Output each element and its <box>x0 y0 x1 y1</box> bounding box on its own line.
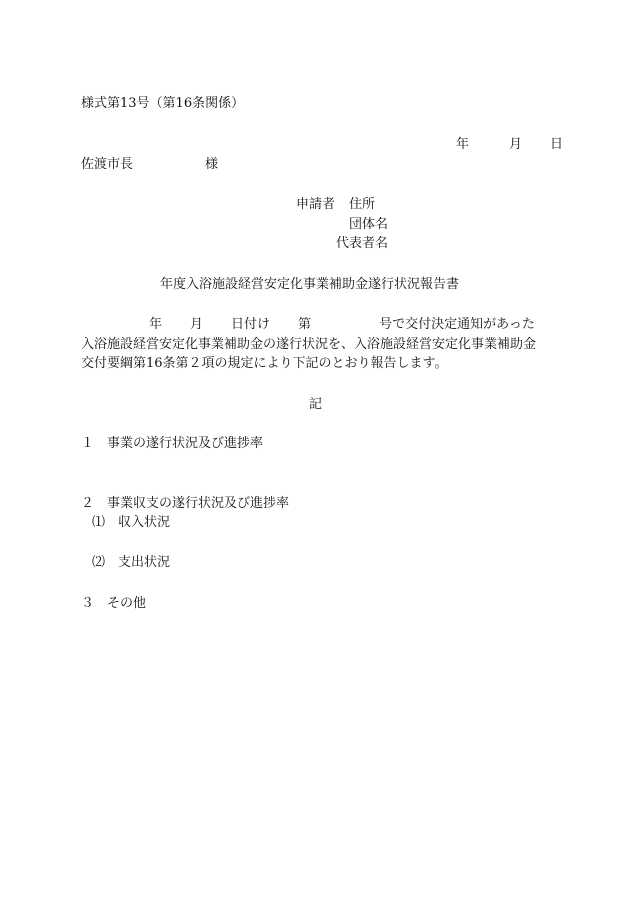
item-number: ３ <box>81 596 95 611</box>
date-year: 年 <box>456 137 470 152</box>
body-line1-rest: 号で交付決定通知があった <box>379 317 535 332</box>
addressee-name: 佐渡市長 <box>81 157 134 172</box>
addressee <box>81 158 218 171</box>
date-day: 日 <box>550 137 564 152</box>
item-text: 事業の遂行状況及び進捗率 <box>107 436 264 451</box>
document-title: 年度入浴施設経営安定化事業補助金遂行状況報告書 <box>160 277 460 292</box>
addressee-suffix: 様 <box>205 157 219 172</box>
body-line-2: 入浴施設経営安定化事業補助金の遂行状況を、入浴施設経営安定化事業補助金 <box>81 337 537 352</box>
ki-heading: 記 <box>309 397 323 412</box>
subitem-number: ⑴ <box>92 515 106 530</box>
subitem-number: ⑵ <box>92 555 106 570</box>
list-item <box>81 437 263 450</box>
body-dated: 日付け <box>231 317 271 332</box>
date-line <box>456 138 563 151</box>
applicant-organization-label: 団体名 <box>349 217 389 232</box>
applicant-address-label: 住所 <box>349 197 376 212</box>
body-line-1 <box>149 318 535 331</box>
body-month: 月 <box>190 317 204 332</box>
item-number: １ <box>81 436 95 451</box>
item-number: ２ <box>81 496 95 511</box>
body-line-3: 交付要綱第16条第２項の規定により下記のとおり報告します。 <box>81 356 448 371</box>
sub-list-item <box>92 516 170 529</box>
date-month: 月 <box>509 137 523 152</box>
subitem-text: 収入状況 <box>118 515 171 530</box>
applicant-representative-label: 代表者名 <box>336 236 389 251</box>
subitem-text: 支出状況 <box>118 555 171 570</box>
list-item <box>81 597 146 610</box>
body-year: 年 <box>149 317 163 332</box>
form-number: 様式第13号（第16条関係） <box>81 96 245 111</box>
list-item <box>81 497 289 510</box>
item-text: その他 <box>107 596 147 611</box>
body-no-prefix: 第 <box>298 317 312 332</box>
applicant-label: 申請者 <box>296 197 336 212</box>
sub-list-item <box>92 556 170 569</box>
item-text: 事業収支の遂行状況及び進捗率 <box>107 496 290 511</box>
